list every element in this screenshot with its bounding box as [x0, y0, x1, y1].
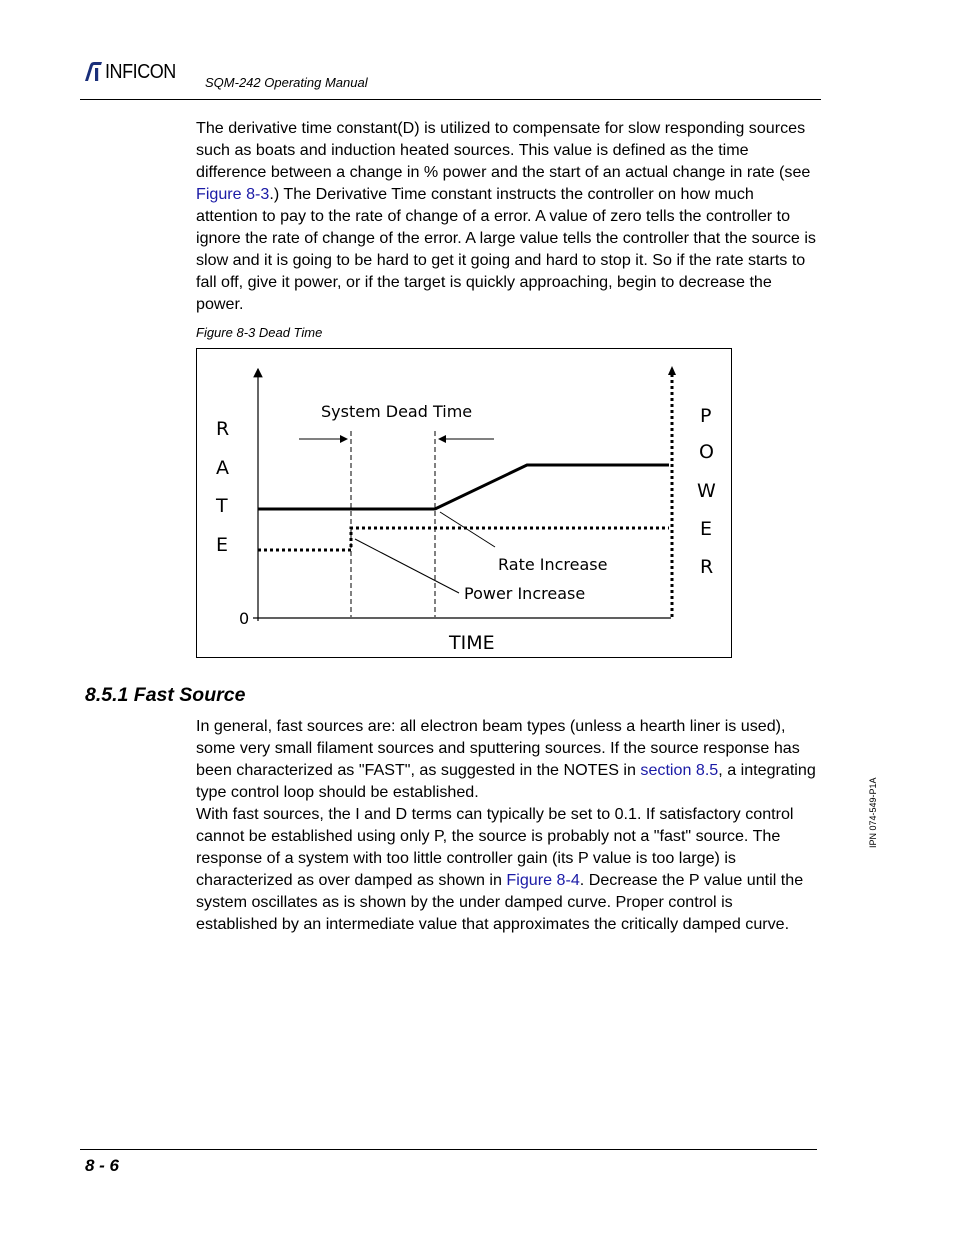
inficon-logo — [82, 60, 184, 84]
power-letter-o: O — [699, 441, 714, 463]
gain-text-end: . Decrease the P value until the system oscillates as is shown by the under damped curve. Proper control is established by an intermediate value that approximates the critically damped curve. — [196, 871, 804, 933]
power-increase-label: Power Increase — [464, 584, 586, 603]
derivative-paragraph — [196, 117, 816, 315]
figure-8-4-link[interactable]: Figure 8-4 — [506, 871, 580, 889]
section-heading-fast-source: 8.5.1 Fast Source — [85, 684, 246, 706]
power-increase-leader — [355, 539, 459, 593]
fast-source-text-start: In general, fast sources are: all electron beam types (unless a hearth liner is used), some very small filament sources and sputtering sources. If the source response has been characterized as "FAST", as suggested in the NOTES in — [196, 717, 800, 779]
time-axis-label: TIME — [449, 632, 495, 654]
rate-letter-e: E — [216, 534, 229, 556]
rate-curve — [258, 465, 669, 509]
derivative-text-end: .) The Derivative Time constant instructs the controller on how much attention to pay to the rate of change of a error. A value of zero tells the controller to ignore the rate of change of the error. A large value tells the controller that the source is slow and it is going to be hard to get it going and hard to stop it. So if the rate starts to fall off, give it power, or if the target is quickly approaching, begin to decrease the power. — [196, 185, 816, 313]
power-letter-p: P — [700, 405, 712, 427]
manual-title: SQM-242 Operating Manual — [205, 75, 368, 90]
power-curve — [258, 528, 669, 550]
header-divider — [80, 99, 821, 100]
system-dead-time-label: System Dead Time — [321, 402, 473, 421]
rate-increase-label: Rate Increase — [498, 555, 608, 574]
power-axis-arrowhead — [668, 366, 676, 375]
power-letter-e: E — [700, 518, 713, 540]
dead-time-figure — [196, 348, 732, 658]
controller-gain-paragraph — [196, 803, 816, 935]
gain-text-start: With fast sources, the I and D terms can typically be set to 0.1. If satisfactory control cannot be established using only P, the source is probably not a "fast" source. The response of a system with too little controller gain (its P value is too large) is characterized as over damped as shown in — [196, 805, 794, 889]
rate-letter-t: T — [216, 495, 228, 517]
rate-letter-a: A — [216, 457, 229, 479]
document-id: IPN 074-549-P1A — [868, 777, 878, 848]
zero-label: 0 — [239, 609, 250, 628]
fast-source-text-end: , a integrating type control loop should be established. — [196, 761, 816, 801]
footer-divider — [80, 1149, 817, 1150]
figure-caption: Figure 8-3 Dead Time — [196, 325, 323, 340]
power-letter-r: R — [700, 556, 714, 578]
fast-source-paragraph — [196, 715, 816, 803]
dead-time-diagram — [197, 349, 733, 659]
figure-8-3-link[interactable]: Figure 8-3 — [196, 185, 270, 203]
power-letter-w: W — [697, 480, 716, 502]
inficon-logo-mark-icon — [82, 61, 104, 83]
derivative-text-start: The derivative time constant(D) is utilized to compensate for slow responding sources such as boats and induction heated sources. This value is defined as the time difference between a change in % power and the start of an actual change in rate (see — [196, 119, 811, 181]
page-number: 8 - 6 — [85, 1156, 120, 1175]
section-8-5-link[interactable]: section 8.5 — [640, 761, 719, 779]
brand-name: INFICON — [105, 60, 176, 83]
rate-letter-r: R — [216, 418, 230, 440]
